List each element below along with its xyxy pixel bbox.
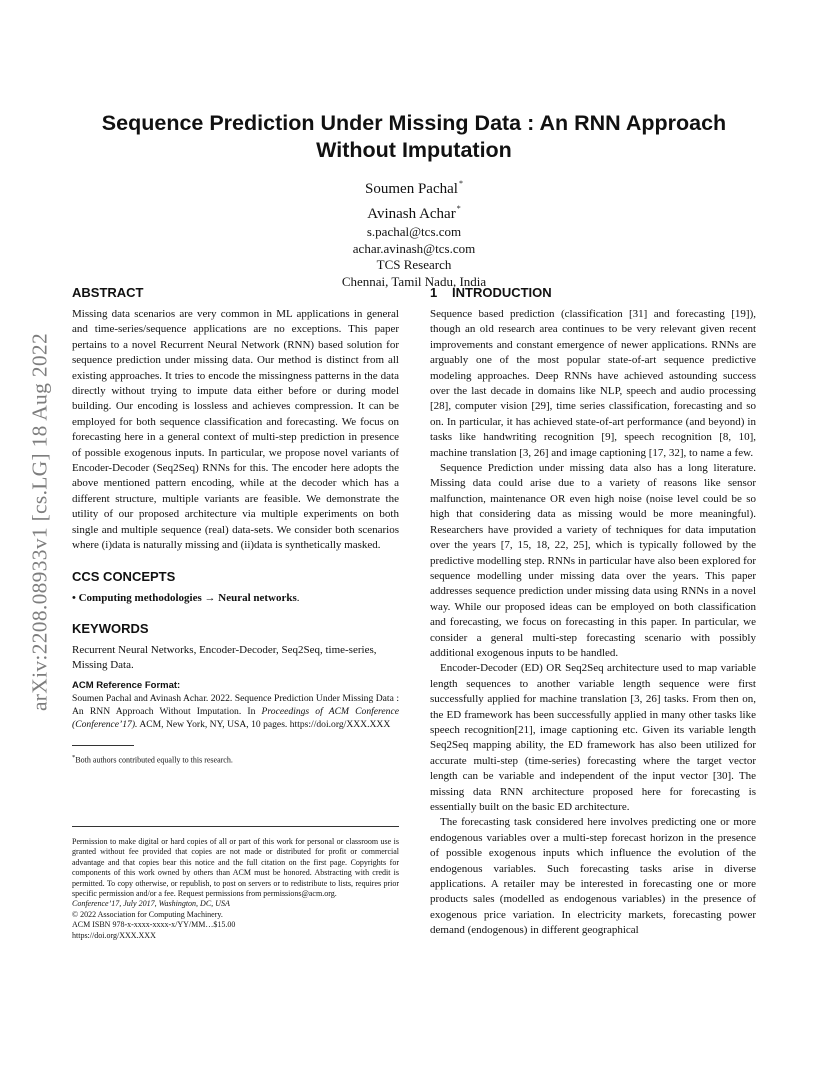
arxiv-stamp [22,282,58,762]
ccs-heading: CCS CONCEPTS [72,568,176,584]
reference-format-text: Soumen Pachal and Avinash Achar. 2022. Sequence Prediction Under Missing Data : An RNN Approach Without Imputation. In Proceedings of ACM Conference (Conference’17). ACM, New York, NY, USA, 10 pages. https://doi.org/XXX.XXX [72,693,399,731]
author-footnote: *Both authors contributed equally to this research. [72,754,233,765]
title-line-1: Sequence Prediction Under Missing Data : An RNN Approach [101,111,727,135]
permission-text: Permission to make digital or hard copies of all or part of this work for personal or classroom use is granted without fee provided that copies are not made or distributed for profit or commercial advantage and that copies bear this notice and the full citation on the first page. Copyrights for components of this work owned by others than ACM must be honored. Abstracting with credit is permitted. To copy otherwise, or republish, to post on servers or to redistribute to lists, requires prior specific permission and/or a fee. Request permissions from permissions@acm.org. [72,837,399,899]
intro-paragraph: The forecasting task considered here involves predicting one or more endogenous variables over a multi-step forecast horizon in the presence of possible exogenous inputs which influence the evolution of the endogenous variables. Such forecasting tasks arise in diverse applications. A retailer may be interested in forecasting one or more products sales (modelled as endogenous variables) in the presence of exogenous price variation. In electricity markets, forecasting power demand (endogenous) in different geographical [430,816,756,937]
author-block [214,174,614,290]
author-organization: TCS Research [376,257,452,272]
conference-line: Conference’17, July 2017, Washington, DC, USA [72,899,230,909]
keywords-text: Recurrent Neural Networks, Encoder-Decoder, Seq2Seq, time-series, Missing Data. [72,643,377,671]
keywords-heading: KEYWORDS [72,620,149,636]
author-name: Soumen Pachal* [365,179,463,197]
isbn-line: ACM ISBN 978-x-xxxx-xxxx-x/YY/MM…$15.00 [72,920,236,930]
permission-block [72,826,399,941]
abstract-text: Missing data scenarios are very common in ML applications in general and time-series/sequence applications are no exceptions. This paper pertains to a novel Recurrent Neural Network (RNN) based solution for sequence prediction under missing data. Our method is distinct from all existing approaches. It tries to encode the missingness patterns in the data directly without trying to impute data either before or during model building. Our encoding is lossless and achieves compression. It can be employed for both sequence classification and forecasting. We focus on forecasting here in a general context of multi-step prediction in presence of possible exogenous inputs. In particular, we propose novel variants of Encoder-Decoder (Seq2Seq) RNNs for this. The encoder here adopts the above mentioned pattern encoding, while at the decoder which has a different structure, multiple variants are feasible. We demonstrate the utility of our proposed architecture via multiple experiments on both single and multiple sequence (real) data-sets. We consider both scenarios where (i)data is naturally missing and (ii)data is synthetically masked. [72,308,399,552]
author-name: Avinash Achar* [367,204,461,222]
copyright-line: © 2022 Association for Computing Machinery. [72,909,223,919]
permission-rule [72,826,399,827]
introduction-heading: 1 INTRODUCTION [430,285,552,300]
ccs-section [72,568,399,606]
abstract-section [72,284,399,554]
title-line-2: Without Imputation [316,138,512,162]
footnote-rule [72,745,134,746]
right-column [430,284,756,939]
reference-format-heading: ACM Reference Format: [72,680,181,692]
arxiv-id: arXiv:2208.08933v1 [cs.LG] 18 Aug 2022 [27,332,52,712]
intro-paragraph: Encoder-Decoder (ED) OR Seq2Seq architecture used to map variable length sequences to another variable length sequence were first successfully applied for machine translation [3, 26] tasks. From then on, the ED framework has been successfully applied in many other tasks like speech recognition[21], image captioning etc. Given its variable length Seq2Seq mapping ability, the ED framework has also been utilized for accurate multi-step (time-series) forecasting where the target vector length can be variable and independent of the input vector [30]. The missing data RNN architecture proposed here for forecasting is essentially built on the basic ED architecture. [430,662,756,813]
intro-paragraph: Sequence based prediction (classification [31] and forecasting [19]), though an old research area continues to be very relevant given recent improvements and constant emergence of newer applications. RNNs are arguably one of the most popular state-of-art sequence predictive modeling approaches. Deep RNNs have achieved astounding success over the last decade in domains like NLP, speech and audio processing [28], computer vision [29], time series classification, forecasting and so on. In particular, it has achieved state-of-art performance (and beyond) in tasks like handwriting recognition [9], speech recognition [8, 10], machine translation [3, 26] and image captioning [17, 32], to name a few. [430,308,756,459]
abstract-heading: ABSTRACT [72,285,144,300]
intro-paragraph: Sequence Prediction under missing data also has a long literature. Missing data could arise due to a variety of reasons like sensor malfunction, maintenance OR even high noise (noise level could be so high that considering data as missing would be more meaningful). Researchers have provided a variety of techniques for data imputation over the years [7, 15, 18, 22, 25], which is typically followed by the predictive modelling step. RNNs in particular have also been explored for sequence modelling under missing data over the years. This paper addresses sequence prediction under missing data using RNNs in a novel way. While our proposed ideas can be employed on both classification and forecasting, we focus on forecasting in this paper. In particular, we consider a general multi-step forecasting scenario with possibly additional exogenous inputs to be handled. [430,462,756,659]
author-email: s.pachal@tcs.com [366,224,462,239]
left-column [72,284,399,766]
ccs-concept: • Computing methodologies → Neural networks. [72,591,300,604]
doi-line: https://doi.org/XXX.XXX [72,930,156,940]
author-email: achar.avinash@tcs.com [352,240,476,256]
paper-title [60,110,768,164]
author-mark: * [458,179,463,188]
author-location: Chennai, Tamil Nadu, India [341,273,487,289]
keywords-section [72,620,399,732]
author-mark: * [456,204,461,213]
